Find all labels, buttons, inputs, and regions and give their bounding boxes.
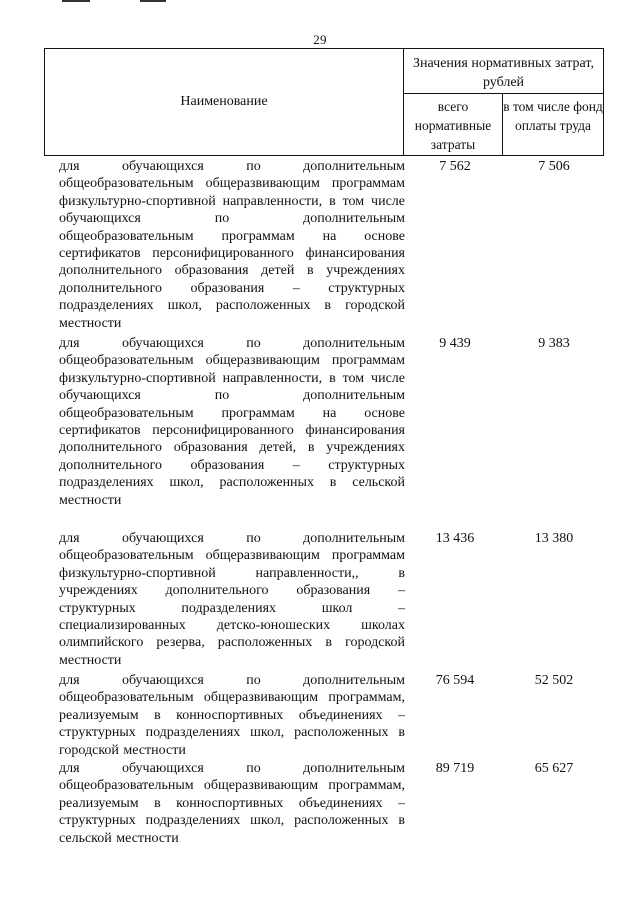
row-total: 9 439	[439, 336, 471, 351]
row-name: для обучающихся по дополнительным общеобразовательным общеразвивающим программам, реализуемым в конноспортивных объединениях – структурных подразделениях школ, расположенных в городской местности	[59, 673, 405, 758]
header-total: всего нормативные затраты	[404, 94, 503, 155]
scan-edge-mark	[62, 0, 90, 2]
header-name: Наименование	[45, 49, 404, 155]
header-labor: в том числе фонд оплаты труда	[503, 99, 603, 133]
row-labor: 65 627	[534, 761, 574, 776]
row-labor: 7 506	[538, 159, 570, 174]
row-total: 76 594	[435, 673, 475, 688]
row-name: для обучающихся по дополнительным общеобразовательным общеразвивающим программам, реализуемым в конноспортивных объединениях – структурных подразделениях школ, расположенных в сельской местности	[59, 761, 405, 846]
row-labor: 52 502	[534, 673, 574, 688]
row-name: для обучающихся по дополнительным общеобразовательным общеразвивающим программам физкультурно-спортивной направленности, в том числе обучающихся по дополнительным общеобразовательным программам на основе сертификатов персонифицированного финансирования дополнительного образования детей в учреждениях дополнительного образования – структурных подразделениях школ, расположенных в городской местности	[59, 159, 405, 331]
scan-edge-mark	[140, 0, 166, 2]
row-name: для обучающихся по дополнительным общеобразовательным общеразвивающим программам физкультурно-спортивной направленности, в том числе обучающихся по дополнительным общеобразовательным программам на основе сертификатов персонифицированного финансирования дополнительного образования детей, в учреждениях дополнительного образования – структурных подразделениях школ, расположенных в сельской местности	[59, 336, 405, 508]
page-number: 29	[313, 32, 327, 47]
row-labor: 13 380	[534, 531, 574, 546]
row-name: для обучающихся по дополнительным общеобразовательным общеразвивающим программам физкультурно-спортивной направленности,, в учреждениях дополнительного образования – структурных подразделениях школ – специализированных детско-юношеских школах олимпийского резерва, расположенных в городской местности	[59, 531, 405, 668]
row-total: 89 719	[435, 761, 475, 776]
header-values: Значения нормативных затрат, рублей	[404, 49, 603, 94]
row-total: 13 436	[435, 531, 475, 546]
table-header	[44, 48, 604, 156]
row-total: 7 562	[439, 159, 471, 174]
row-labor: 9 383	[538, 336, 570, 351]
